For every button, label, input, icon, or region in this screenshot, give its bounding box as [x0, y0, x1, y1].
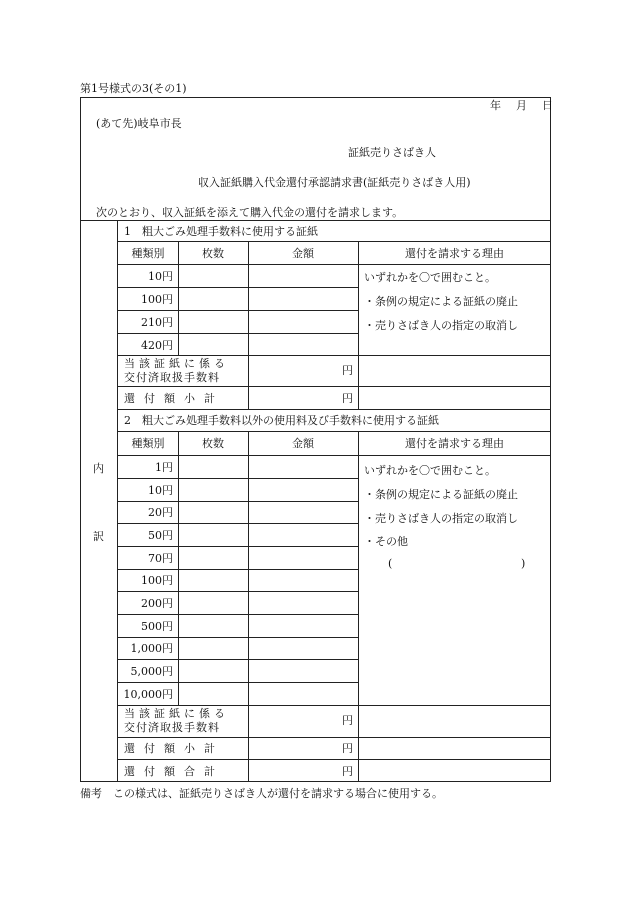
s2-denom: 70円 [148, 552, 173, 565]
section2-heading: 2 粗大ごみ処理手数料以外の使用料及び手数料に使用する証紙 [124, 414, 439, 427]
s1-reason-line: いずれかを〇で囲むこと。 [364, 271, 496, 284]
s1-line [117, 287, 358, 288]
s2-fee-label-2: 交付済取扱手数料 [124, 721, 220, 734]
s1-line [117, 310, 358, 311]
s2-line [117, 455, 551, 456]
s1-denom: 210円 [141, 316, 173, 329]
s1-subtotal-unit: 円 [342, 392, 353, 405]
s1-line [117, 355, 551, 356]
applicant-label: 証紙売りさばき人 [348, 146, 436, 159]
s1-subtotal-label: 還付額小計 [124, 392, 224, 405]
s2-header-reason: 還付を請求する理由 [405, 437, 504, 450]
s2-col-line [358, 431, 359, 782]
s1-reason-line: ・条例の規定による証紙の廃止 [364, 295, 518, 308]
s1-line [117, 264, 551, 265]
s2-line [117, 431, 551, 432]
s1-col-line [248, 241, 249, 409]
s2-line [117, 501, 358, 502]
s2-line [117, 737, 551, 738]
s2-line [117, 478, 358, 479]
s1-line [117, 386, 551, 387]
s2-reason-line: ・その他 [364, 535, 408, 548]
side-label-1: 内 [93, 462, 104, 475]
s2-fee-label-1: 当該証紙に係る [124, 707, 229, 720]
s2-paren-close: ) [521, 557, 526, 570]
form-title: 収入証紙購入代金還付承認請求書(証紙売りさばき人用) [198, 176, 471, 189]
s2-line [117, 759, 551, 760]
s2-subtotal-label: 還付額小計 [124, 742, 224, 755]
s1-header-type: 種類別 [131, 247, 165, 260]
s1-denom: 420円 [141, 339, 173, 352]
form-number: 第1号様式の3(その1) [80, 82, 187, 95]
s1-line [117, 333, 358, 334]
s2-denom: 100円 [141, 574, 173, 587]
s2-denom: 1,000円 [130, 642, 173, 655]
date-field: 年 月 日 [490, 99, 555, 112]
s2-subtotal-unit: 円 [342, 742, 353, 755]
intro-divider [80, 220, 551, 221]
s2-total-label: 還付額合計 [124, 765, 224, 778]
s2-line [117, 682, 358, 683]
s2-line [117, 523, 358, 524]
s2-line [117, 637, 358, 638]
s2-line [117, 569, 358, 570]
s2-paren-open: ( [388, 557, 393, 570]
s2-line [117, 614, 358, 615]
s2-reason-line: ・条例の規定による証紙の廃止 [364, 488, 518, 501]
section1-heading: 1 粗大ごみ処理手数料に使用する証紙 [124, 225, 318, 238]
intro-text: 次のとおり、収入証紙を添えて購入代金の還付を請求します。 [96, 206, 404, 219]
s2-header-amount: 金額 [292, 437, 314, 450]
s2-line [117, 546, 358, 547]
s1-col-line [358, 241, 359, 409]
s1-denom: 100円 [141, 293, 173, 306]
s2-line [117, 659, 358, 660]
s2-header-type: 種類別 [131, 437, 165, 450]
s1-header-reason: 還付を請求する理由 [405, 247, 504, 260]
s2-col-line [178, 431, 179, 705]
s1-fee-label-2: 交付済取扱手数料 [124, 371, 220, 384]
s2-header-count: 枚数 [202, 437, 224, 450]
s2-denom: 5,000円 [130, 665, 173, 678]
s1-header-amount: 金額 [292, 247, 314, 260]
s2-denom: 50円 [148, 529, 173, 542]
s2-denom: 20円 [148, 506, 173, 519]
s1-col-line [178, 241, 179, 355]
addressee: (あて先)岐阜市長 [96, 117, 182, 130]
s2-total-unit: 円 [342, 765, 353, 778]
s2-denom: 1円 [155, 461, 173, 474]
s2-denom: 10円 [148, 484, 173, 497]
s2-reason-line: いずれかを〇で囲むこと。 [364, 464, 496, 477]
s1-fee-unit: 円 [342, 364, 353, 377]
remarks: 備考 この様式は、証紙売りさばき人が還付を請求する場合に使用する。 [80, 787, 443, 800]
s2-denom: 500円 [141, 620, 173, 633]
s2-reason-line: ・売りさばき人の指定の取消し [364, 512, 518, 525]
s2-col-line [248, 431, 249, 782]
side-label-2: 訳 [93, 530, 104, 543]
s2-line [117, 705, 551, 706]
s1-fee-label-1: 当該証紙に係る [124, 357, 229, 370]
s1-header-count: 枚数 [202, 247, 224, 260]
s1-line [117, 409, 551, 410]
s2-fee-unit: 円 [342, 714, 353, 727]
s2-line [117, 591, 358, 592]
s1-reason-line: ・売りさばき人の指定の取消し [364, 319, 518, 332]
s1-line [117, 241, 551, 242]
s1-denom: 10円 [148, 270, 173, 283]
s2-denom: 10,000円 [123, 688, 173, 701]
s2-denom: 200円 [141, 597, 173, 610]
